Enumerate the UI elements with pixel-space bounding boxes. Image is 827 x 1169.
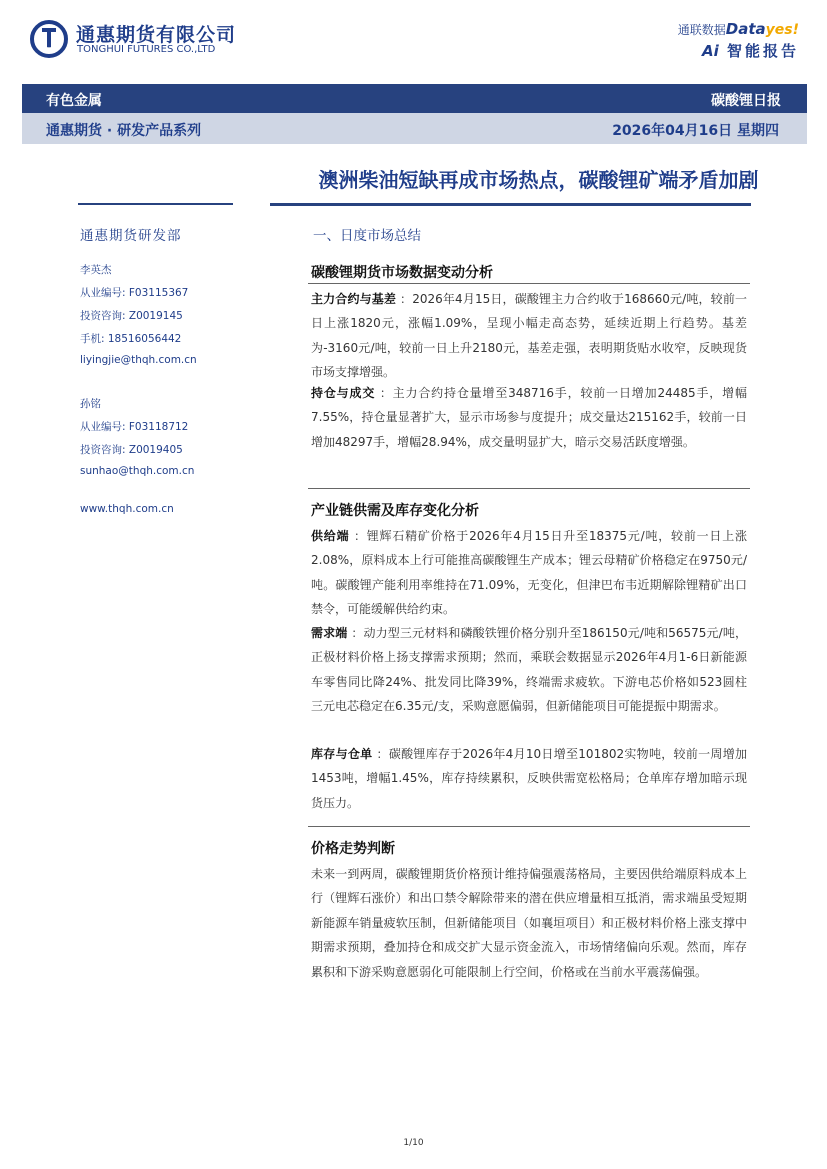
position-volume-paragraph <box>311 381 747 454</box>
ai-report-brand <box>702 40 799 61</box>
analyst-phone: 手机: 18516056442 <box>80 333 182 345</box>
company-name-en: TONGHUI FUTURES CO.,LTD <box>77 44 216 55</box>
supply-chain-heading: 产业链供需及库存变化分析 <box>311 503 479 519</box>
analyst-email[interactable]: liyingjie@thqh.com.cn <box>80 354 197 366</box>
analyst-name: 李英杰 <box>80 264 112 276</box>
inventory-text: ：碳酸锂库存于2026年4月10日增至101802实物吨，较前一周增加1453吨，增幅1.45%，库存持续累积，反映供需宽松格局；仓单库存增加暗示现货压力。 <box>311 747 747 810</box>
price-trend-paragraph: 未来一到两周，碳酸锂期货价格预计维持偏强震荡格局，主要因供给端原料成本上行（锂辉石涨价）和出口禁令解除带来的潜在供应增量相互抵消，需求端虽受短期新能源车销量疲软压制，但新储能项目（如襄垣项目）和正极材料价格上涨支撑中期需求预期，叠加持仓和成交扩大显示资金流入，市场情绪偏向乐观。然而，库存累积和下游采购意愿弱化可能限制上行空间，价格或在当前水平震荡偏强。 <box>311 867 747 979</box>
company-name-cn: 通惠期货有限公司 <box>76 24 237 46</box>
contract-basis-paragraph <box>311 287 747 385</box>
brand-prefix: 通联数据 <box>677 23 726 37</box>
contract-basis-text: ：2026年4月15日，碳酸锂主力合约收于168660元/吨，较前一日上涨1820元，涨幅1.09%，呈现小幅走高态势，延续近期上行趋势。基差为-3160元/吨，较前一日上升2180元，基差走强，表明期货贴水收窄，反映现货市场支撑增强。 <box>311 292 747 380</box>
report-date: 2026年04月16日 星期四 <box>612 123 779 139</box>
report-type-label: 碳酸锂日报 <box>711 93 781 109</box>
category-label: 有色金属 <box>46 93 102 109</box>
datayes-brand <box>678 20 799 38</box>
section-heading: 一、日度市场总结 <box>313 228 421 244</box>
futures-analysis-heading: 碳酸锂期货市场数据变动分析 <box>311 265 493 281</box>
series-label: 通惠期货 · 研发产品系列 <box>46 123 202 139</box>
analyst-consult: 投资咨询: Z0019405 <box>80 444 183 456</box>
sidebar-divider <box>78 203 233 205</box>
series-bar <box>22 113 807 144</box>
analyst-consult: 投资咨询: Z0019145 <box>80 310 183 322</box>
brand-ai: Ai <box>701 42 719 60</box>
demand-paragraph <box>311 621 747 719</box>
research-dept: 通惠期货研发部 <box>80 228 182 244</box>
brand-yes: yes! <box>765 22 799 38</box>
report-title: 澳洲柴油短缺再成市场热点，碳酸锂矿端矛盾加剧 <box>318 168 759 192</box>
section-rule <box>308 283 750 284</box>
inventory-paragraph <box>311 742 747 815</box>
position-volume-text: ：主力合约持仓量增至348716手，较前一日增加24485手，增幅7.55%，持仓量显著扩大，显示市场参与度提升；成交量达215162手，较前一日增加48297手，增幅28.94%，成交量明显扩大，暗示交易活跃度增强。 <box>311 386 747 449</box>
website-link[interactable]: www.thqh.com.cn <box>80 503 174 515</box>
category-bar <box>22 84 807 113</box>
supply-label: 供给端 <box>311 529 350 543</box>
price-trend-heading: 价格走势判断 <box>311 841 395 857</box>
section-rule <box>308 488 750 489</box>
brand-report: 智能报告 <box>726 42 799 60</box>
inventory-label: 库存与仓单 <box>311 747 373 761</box>
analyst-license: 从业编号: F03115367 <box>80 287 189 299</box>
contract-basis-label: 主力合约与基差 <box>311 292 397 306</box>
title-divider <box>270 203 751 206</box>
supply-paragraph <box>311 524 747 622</box>
analyst-license: 从业编号: F03118712 <box>80 421 189 433</box>
company-logo-icon <box>30 20 68 58</box>
demand-label: 需求端 <box>311 626 348 640</box>
analyst-email[interactable]: sunhao@thqh.com.cn <box>80 465 195 477</box>
section-rule <box>308 826 750 827</box>
analyst-name: 孙铭 <box>80 398 101 410</box>
position-volume-label: 持仓与成交 <box>311 386 376 400</box>
brand-data: Data <box>725 20 766 38</box>
page-number: 1/10 <box>403 1138 424 1148</box>
supply-text: ：锂辉石精矿价格于2026年4月15日升至18375元/吨，较前一日上涨2.08%，原料成本上行可能推高碳酸锂生产成本；锂云母精矿价格稳定在9750元/吨。碳酸锂产能利用率维持在71.09%，无变化，但津巴布韦近期解除锂精矿出口禁令，可能缓解供给约束。 <box>311 529 747 617</box>
demand-text: ：动力型三元材料和磷酸铁锂价格分别升至186150元/吨和56575元/吨，正极材料价格上扬支撑需求预期；然而，乘联会数据显示2026年4月1-6日新能源车零售同比降24%、批发同比降39%，终端需求疲软。下游电芯价格如523圆柱三元电芯稳定在6.35元/支，采购意愿偏弱，但新储能项目可能提振中期需求。 <box>311 626 747 714</box>
